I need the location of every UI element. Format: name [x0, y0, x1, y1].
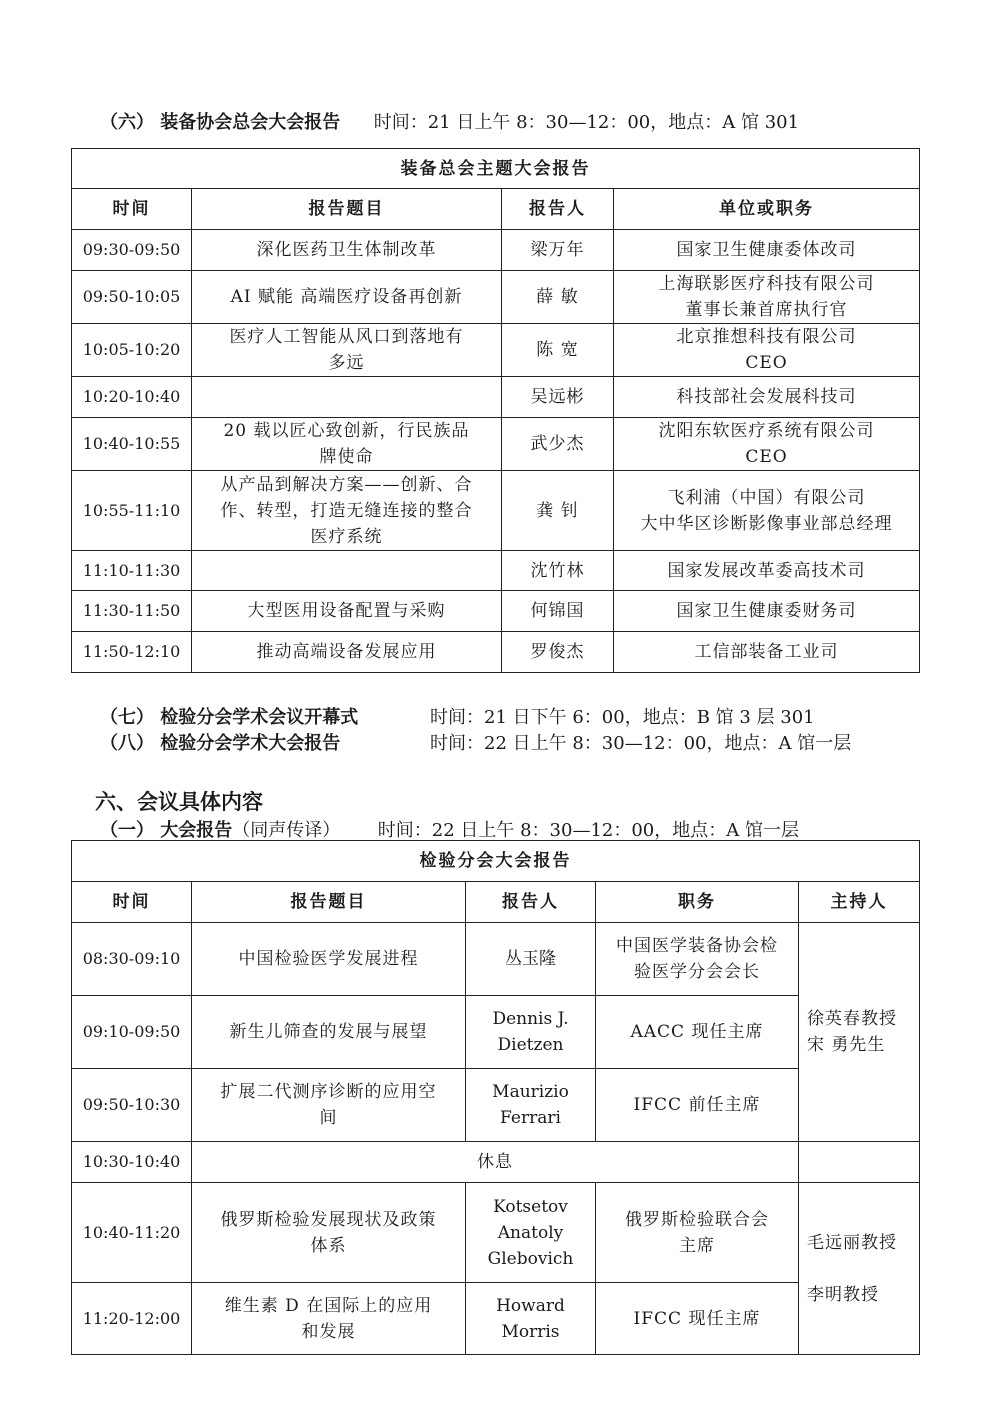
- section8-line: [100, 729, 851, 755]
- row-topic: 深化医药卫生体制改革: [192, 230, 502, 271]
- row-topic: 新生儿筛查的发展与展望: [192, 996, 466, 1069]
- row-speaker: 薛 敏: [502, 271, 614, 324]
- row-speaker: Howard Morris: [466, 1283, 596, 1355]
- table-row: [72, 923, 920, 996]
- row-speaker: 陈 宽: [502, 324, 614, 377]
- row-time: 09:50-10:30: [72, 1069, 192, 1142]
- table2-title: 检验分会大会报告: [72, 841, 920, 882]
- row-time: 09:30-09:50: [72, 230, 192, 271]
- row-speaker: 何锦国: [502, 591, 614, 632]
- section6-info: 时间：21 日上午 8：30—12：00，地点：A 馆 301: [373, 112, 800, 133]
- row-org: 北京推想科技有限公司 CEO: [614, 324, 920, 377]
- row-role: 中国医学装备协会检 验医学分会会长: [596, 923, 799, 996]
- table-row: [72, 632, 920, 673]
- row-role: IFCC 前任主席: [596, 1069, 799, 1142]
- row-speaker: Kotsetov Anatoly Glebovich: [466, 1183, 596, 1283]
- row-role: AACC 现任主席: [596, 996, 799, 1069]
- row-speaker: 罗俊杰: [502, 632, 614, 673]
- table2-header-time: 时间: [72, 882, 192, 923]
- table-row: [72, 1069, 920, 1142]
- row-time: 08:30-09:10: [72, 923, 192, 996]
- part6-sub-paren: （同声传译）: [232, 820, 341, 841]
- row-org: 飞利浦（中国）有限公司 大中华区诊断影像事业部总经理: [614, 471, 920, 551]
- row-topic: [192, 551, 502, 591]
- table-row: [72, 551, 920, 591]
- hosts-morning: 徐英春教授 宋 勇先生: [799, 923, 920, 1142]
- table-row: [72, 1142, 920, 1183]
- lab-report-table: [71, 840, 920, 1355]
- section8-info: 时间：22 日上午 8：30—12：00，地点：A 馆一层: [430, 733, 852, 754]
- row-topic: 从产品到解决方案——创新、合 作、转型，打造无缝连接的整合 医疗系统: [192, 471, 502, 551]
- table-row: [72, 377, 920, 418]
- table2-header-host: 主持人: [799, 882, 920, 923]
- row-org: 工信部装备工业司: [614, 632, 920, 673]
- row-time: 09:10-09:50: [72, 996, 192, 1069]
- row-time: 11:30-11:50: [72, 591, 192, 632]
- row-speaker: Dennis J. Dietzen: [466, 996, 596, 1069]
- row-time: 11:50-12:10: [72, 632, 192, 673]
- part6-title: 六、会议具体内容: [95, 789, 263, 814]
- row-topic: [192, 377, 502, 418]
- hosts-late: 毛远丽教授 李明教授: [799, 1183, 920, 1355]
- section7-label: （七） 检验分会学术会议开幕式: [100, 707, 359, 728]
- row-time: 11:20-12:00: [72, 1283, 192, 1355]
- row-topic: AI 赋能 高端医疗设备再创新: [192, 271, 502, 324]
- table-row: [72, 418, 920, 471]
- row-time: 09:50-10:05: [72, 271, 192, 324]
- table1-header-org: 单位或职务: [614, 189, 920, 230]
- row-org: 沈阳东软医疗系统有限公司 CEO: [614, 418, 920, 471]
- table1-header-speaker: 报告人: [502, 189, 614, 230]
- row-speaker: 丛玉隆: [466, 923, 596, 996]
- row-role: 俄罗斯检验联合会 主席: [596, 1183, 799, 1283]
- row-org: 国家发展改革委高技术司: [614, 551, 920, 591]
- row-time: 10:40-11:20: [72, 1183, 192, 1283]
- row-topic: 推动高端设备发展应用: [192, 632, 502, 673]
- row-topic: 20 载以匠心致创新，行民族品 牌使命: [192, 418, 502, 471]
- table1-header-topic: 报告题目: [192, 189, 502, 230]
- table-row: [72, 230, 920, 271]
- row-speaker: 沈竹林: [502, 551, 614, 591]
- section7-info: 时间：21 日下午 6：00，地点：B 馆 3 层 301: [430, 707, 815, 728]
- table-row: [72, 1183, 920, 1283]
- table2-header-speaker: 报告人: [466, 882, 596, 923]
- row-time: 10:55-11:10: [72, 471, 192, 551]
- row-speaker: 龚 钊: [502, 471, 614, 551]
- table1-header-time: 时间: [72, 189, 192, 230]
- row-topic: 大型医用设备配置与采购: [192, 591, 502, 632]
- row-time: 10:30-10:40: [72, 1142, 192, 1183]
- part6-sub-info: 时间：22 日上午 8：30—12：00，地点：A 馆一层: [377, 820, 799, 841]
- row-org: 上海联影医疗科技有限公司 董事长兼首席执行官: [614, 271, 920, 324]
- table-row: [72, 471, 920, 551]
- equipment-report-table: [71, 148, 920, 673]
- table-row: [72, 271, 920, 324]
- table-row: [72, 324, 920, 377]
- row-topic: 扩展二代测序诊断的应用空 间: [192, 1069, 466, 1142]
- row-host-empty: [799, 1142, 920, 1183]
- row-time: 10:20-10:40: [72, 377, 192, 418]
- row-time: 10:05-10:20: [72, 324, 192, 377]
- row-org: 国家卫生健康委财务司: [614, 591, 920, 632]
- row-topic: 维生素 D 在国际上的应用 和发展: [192, 1283, 466, 1355]
- table-row: [72, 591, 920, 632]
- part6-sub-label: （一） 大会报告: [100, 820, 233, 841]
- row-speaker: 吴远彬: [502, 377, 614, 418]
- table-row: [72, 1283, 920, 1355]
- row-speaker: 武少杰: [502, 418, 614, 471]
- section7-line: [100, 703, 815, 729]
- section6-header: [100, 108, 799, 134]
- row-topic: 医疗人工智能从风口到落地有 多远: [192, 324, 502, 377]
- row-org: 科技部社会发展科技司: [614, 377, 920, 418]
- table-row: [72, 996, 920, 1069]
- section6-label: （六） 装备协会总会大会报告: [100, 112, 341, 133]
- row-speaker: 梁万年: [502, 230, 614, 271]
- row-break: 休息: [192, 1142, 799, 1183]
- row-time: 11:10-11:30: [72, 551, 192, 591]
- row-topic: 中国检验医学发展进程: [192, 923, 466, 996]
- table2-header-role: 职务: [596, 882, 799, 923]
- row-org: 国家卫生健康委体改司: [614, 230, 920, 271]
- section8-label: （八） 检验分会学术大会报告: [100, 733, 341, 754]
- row-role: IFCC 现任主席: [596, 1283, 799, 1355]
- row-topic: 俄罗斯检验发展现状及政策 体系: [192, 1183, 466, 1283]
- row-speaker: Maurizio Ferrari: [466, 1069, 596, 1142]
- part6-subheader: [100, 816, 799, 842]
- row-time: 10:40-10:55: [72, 418, 192, 471]
- table1-title: 装备总会主题大会报告: [72, 149, 920, 189]
- table2-header-topic: 报告题目: [192, 882, 466, 923]
